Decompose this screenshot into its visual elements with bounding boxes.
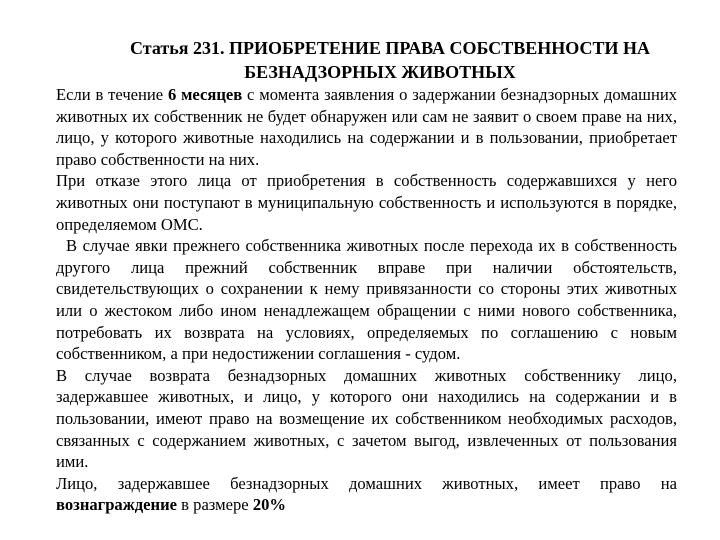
paragraph-return-expenses: В случае возврата безнадзорных домашних животных собственнику лицо, задержавшее животных, и лицо, у которого они находились на содержании и в пользовании, имеют право на возмещение их собственником необходимых расходов, связанных с содержанием животных, с зачетом выгод, извлеченных от пользования ими. [56, 365, 677, 472]
reward-emphasis: вознаграждение [56, 495, 178, 515]
article-body [56, 84, 677, 516]
paragraph-six-months-start: Если в течение [56, 85, 168, 104]
article-title [60, 36, 700, 84]
article-title-line-1: Статья 231. ПРИОБРЕТЕНИЕ ПРАВА СОБСТВЕННОСТИ НА [130, 38, 650, 58]
article-title-line-2: БЕЗНАДЗОРНЫХ ЖИВОТНЫХ [244, 62, 516, 82]
paragraph-six-months [56, 84, 677, 170]
paragraph-reward [56, 473, 677, 516]
paragraph-reward-middle: в размере [177, 495, 253, 515]
six-months-emphasis: 6 месяцев [168, 85, 243, 104]
reward-percent: 20% [252, 495, 286, 515]
paragraph-refusal: При отказе этого лица от приобретения в собственность содержавшихся у него животных они поступают в муниципальную собственность и используются в порядке, определяемом ОМС. [56, 171, 677, 234]
paragraph-reward-start: Лицо, задержавшее безнадзорных домашних животных, имеет право на [56, 473, 677, 493]
paragraph-former-owner: В случае явки прежнего собственника животных после перехода их в собственность другого лица прежний собственник вправе при наличии обстоятельств, свидетельствующих о сохранении к нему привязанности со стороны этих животных или о жестоком либо ином ненадлежащем обращении с ними нового собственника, потребовать их возврата на условиях, определяемых по соглашению с новым собственником, а при недостижении соглашения - судом. [56, 236, 677, 364]
paragraph-six-months-end: с момента заявления о задержании безнадзорных домашних животных их собственник не будет обнаружен или сам не заявит о своем праве на них, лицо, у которого животные находились на содержании и в пользовании, приобретает право собственности на них. [56, 85, 677, 169]
